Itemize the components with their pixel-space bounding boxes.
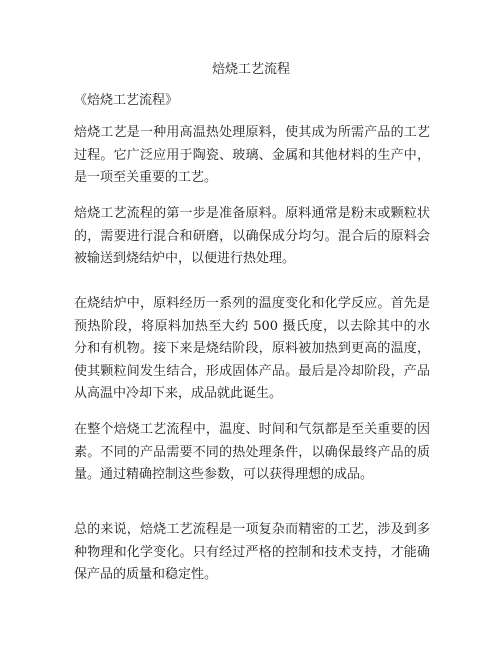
paragraph-factors: 在整个焙烧工艺流程中，温度、时间和气氛都是至关重要的因素。不同的产品需要不同的热处理条件，以确保最终产品的质量。通过精确控制这些参数，可以获得理想的成品。: [74, 422, 430, 482]
paragraph-intro: 焙烧工艺是一种用高温热处理原料，使其成为所需产品的工艺过程。它广泛应用于陶瓷、玻璃、金属和其他材料的生产中，是一项至关重要的工艺。: [74, 125, 430, 185]
paragraph-sintering: 在烧结炉中，原料经历一系列的温度变化和化学反应。首先是预热阶段，将原料加热至大约 500 摄氏度，以去除其中的水分和有机物。接下来是烧结阶段，原料被加热到更高的温度，使其颗粒间发生结合，形成固体产品。最后是冷却阶段，产品从高温中冷却下来，成品就此诞生。: [74, 296, 430, 401]
paragraph-preparation: 焙烧工艺流程的第一步是准备原料。原料通常是粉末或颗粒状的，需要进行混合和研磨，以确保成分均匀。混合后的原料会被输送到烧结炉中，以便进行热处理。: [74, 206, 430, 266]
document-subtitle: 《焙烧工艺流程》: [74, 93, 179, 108]
paragraph-summary: 总的来说，焙烧工艺流程是一项复杂而精密的工艺，涉及到多种物理和化学变化。只有经过严格的控制和技术支持，才能确保产品的质量和稳定性。: [74, 522, 430, 582]
document-title: 焙烧工艺流程: [211, 62, 290, 77]
